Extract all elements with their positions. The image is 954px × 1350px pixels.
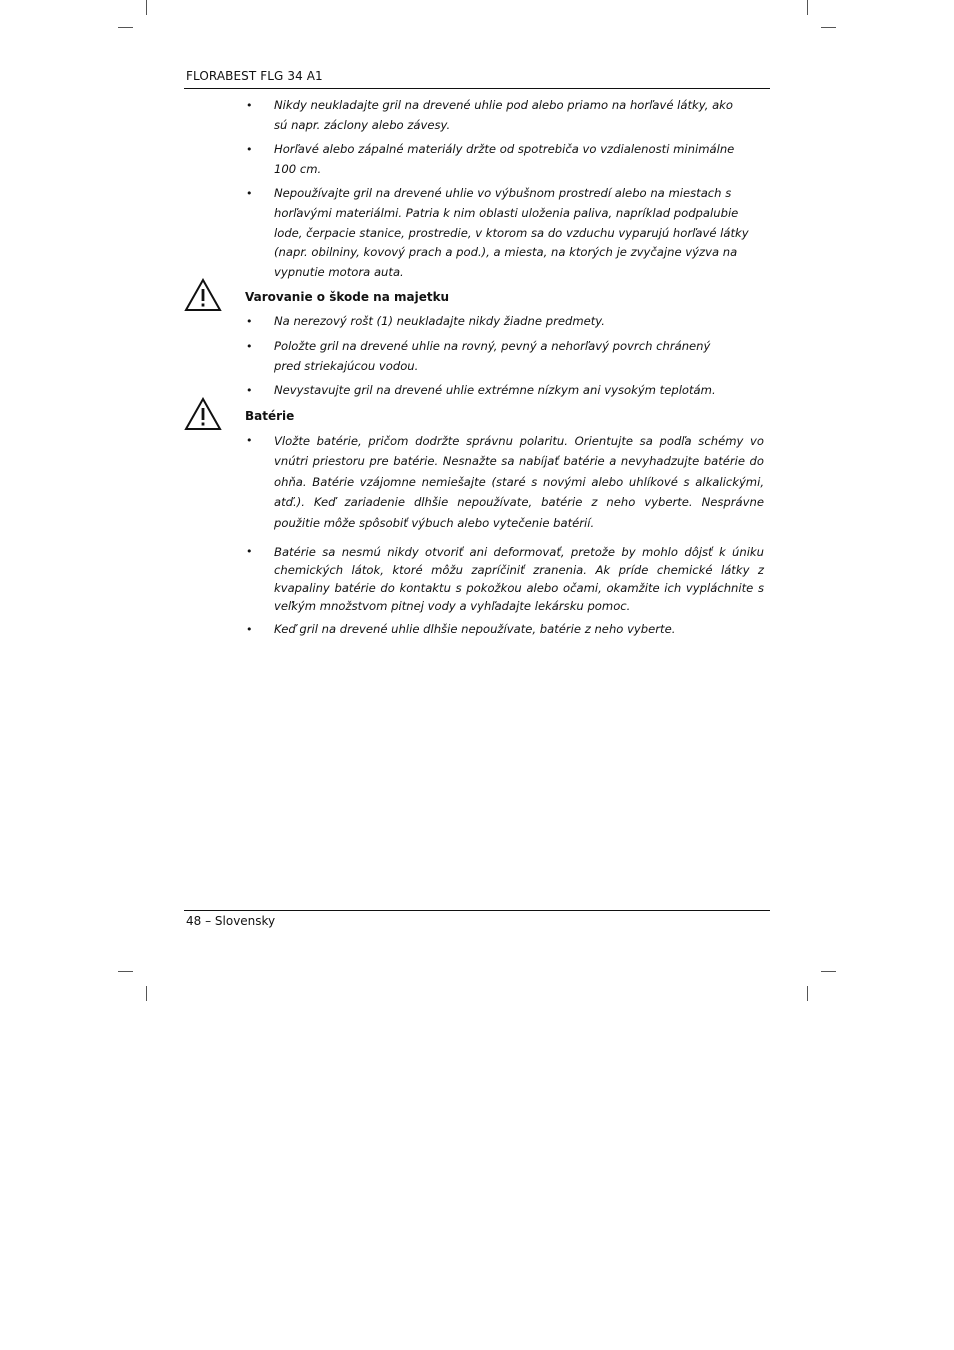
bullet: • — [246, 315, 253, 329]
section-heading-text: Batérie — [245, 408, 295, 423]
bullet: • — [246, 99, 253, 112]
batteries-list — [184, 431, 764, 640]
list-item — [184, 431, 764, 534]
list-item — [184, 312, 754, 332]
crop-mark — [146, 0, 147, 15]
crop-mark — [807, 0, 808, 15]
page-content — [184, 96, 764, 640]
bullet: • — [246, 623, 253, 637]
list-item — [184, 381, 764, 401]
list-item-text: Položte gril na drevené uhlie na rovný, pevný a nehorľavý povrch chránený pred striekajúcou vodou. — [274, 338, 711, 373]
crop-mark — [146, 986, 147, 1001]
list-item — [184, 184, 754, 282]
header-rule — [184, 88, 770, 89]
section-heading-batteries — [184, 406, 764, 426]
bullet: • — [246, 143, 253, 157]
section-heading-property-damage — [184, 287, 764, 307]
crop-mark — [118, 971, 133, 972]
footer-rule — [184, 910, 770, 911]
list-item — [184, 337, 734, 376]
page-footer-label: 48 – Slovensky — [186, 914, 276, 928]
bullet: • — [246, 433, 253, 447]
list-item — [184, 543, 764, 615]
warning-triangle-icon — [184, 278, 222, 312]
list-item-text: Batérie sa nesmú nikdy otvoriť ani deformovať, pretože by mohlo dôjsť k úniku chemických látok, ktoré môžu zapríčiniť zranenia. Ak príde chemické látky z kvapaliny batérie do kontaktu s pokožkou alebo očami, okamžite ich vypláchnite s veľkým množstvom pitnej vody a vyhľadajte lekársku pomoc. — [274, 545, 764, 614]
bullet: • — [246, 339, 253, 353]
list-item-text: Horľavé alebo zápalné materiály držte od spotrebiča vo vzdialenosti minimálne 100 cm. — [274, 142, 735, 176]
page-header-title: FLORABEST FLG 34 A1 — [186, 69, 323, 83]
bullet: • — [246, 384, 253, 398]
list-item-text: Vložte batérie, pričom dodržte správnu polaritu. Orientujte sa podľa schémy vo vnútri priestoru pre batérie. Nesnažte sa nabíjať batérie a nevyhadzujte batérie do ohňa. Batérie vzájomne nemiešajte (staré s novými alebo uhlíkové s alkalickými, atď.). Keď zariadenie dlhšie nepoužívate, batérie z neho vyberte. Nesprávne použitie môže spôsobiť výbuch alebo vytečenie batérií. — [274, 433, 764, 530]
bullet: • — [246, 187, 253, 201]
property-damage-list — [184, 312, 764, 400]
crop-mark — [118, 27, 133, 28]
list-item-text: Nevystavujte gril na drevené uhlie extrémne nízkym ani vysokým teplotám. — [274, 383, 716, 398]
list-item-text: Nikdy neukladajte gril na drevené uhlie pod alebo priamo na horľavé látky, ako sú napr. záclony alebo závesy. — [274, 98, 733, 132]
fire-safety-list — [184, 96, 764, 282]
crop-mark — [807, 986, 808, 1001]
list-item — [184, 96, 746, 135]
section-heading-text: Varovanie o škode na majetku — [245, 290, 450, 305]
crop-mark — [821, 971, 836, 972]
list-item — [184, 140, 736, 179]
list-item-text: Nepoužívajte gril na drevené uhlie vo výbušnom prostredí alebo na miestach s horľavými materiálmi. Patria k nim oblasti uloženia paliva, napríklad podpalubie lode, čerpacie stanice, prostredie, v ktorom sa do vzduchu vyparujú horľavé látky (napr. obilniny, kovový prach a pod.), a miesta, na ktorých je zvyčajne výzva na vypnutie motora auta. — [274, 186, 749, 279]
crop-mark — [821, 27, 836, 28]
bullet: • — [246, 545, 253, 559]
warning-triangle-icon — [184, 397, 222, 431]
list-item — [184, 620, 764, 640]
list-item-text: Keď gril na drevené uhlie dlhšie nepoužívate, batérie z neho vyberte. — [274, 622, 676, 637]
list-item-text: Na nerezový rošt (1) neukladajte nikdy žiadne predmety. — [274, 314, 605, 329]
